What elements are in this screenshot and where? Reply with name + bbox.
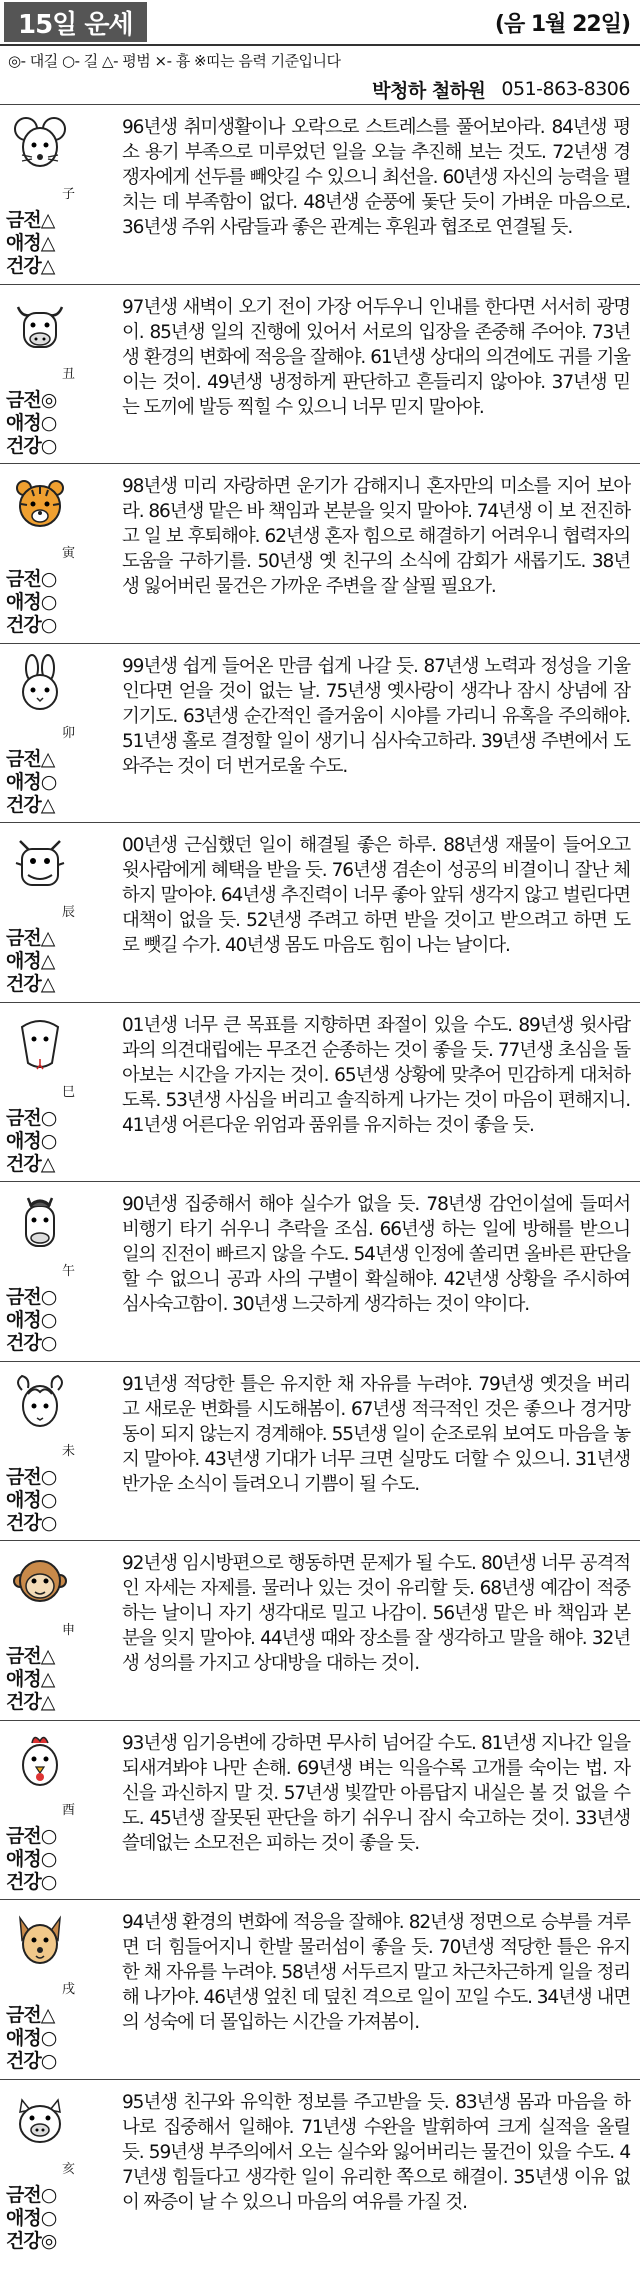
love-rating: 애정△: [6, 1668, 55, 1690]
zodiac-info: [0, 1721, 118, 1900]
health-rating: 건강○: [6, 1332, 57, 1354]
fortune-text: 94년생 환경의 변화에 적응을 잘해야. 82년생 정면으로 승부를 겨루면 더 힘들어지니 한발 물러섬이 좋을 듯. 70년생 적당한 틀은 유지한 채 자유를 누려야. 58년생 서두르지 말고 차근차근하게 일을 정리해 나가야. 46년생 엎친 데 덮친 격으로 일이 꼬일 수도. 34년생 내면의 성숙에 더 몰입하는 시간을 가져봄이.: [122, 1912, 630, 2033]
zodiac-info: [0, 1541, 118, 1720]
love-rating: 애정○: [6, 1129, 57, 1152]
love-rating: 애정○: [6, 2206, 57, 2229]
zodiac-info: [0, 285, 118, 464]
zodiac-character: 子: [62, 187, 76, 202]
zodiac-info: [0, 823, 118, 1002]
pig-icon: [12, 2090, 68, 2150]
love-rating: 애정△: [6, 232, 55, 254]
zodiac-row: [0, 1540, 640, 1720]
love-rating: 애정○: [6, 1488, 57, 1511]
health-rating: 건강△: [6, 1691, 55, 1713]
zodiac-character: 丑: [62, 366, 76, 382]
zodiac-character: 未: [62, 1443, 76, 1459]
health-rating: 건강△: [6, 793, 55, 816]
love-rating: 애정△: [6, 950, 55, 972]
money-rating: 금전△: [6, 2004, 55, 2026]
zodiac-row: [0, 2079, 640, 2259]
health-rating: 건강○: [6, 2050, 57, 2072]
fortune-text: 93년생 임기응변에 강하면 무사히 넘어갈 수도. 81년생 지나간 일을 되새겨봐야 나만 손해. 69년생 벼는 익을수록 고개를 숙이는 법. 자신을 과신하지 말 것. 57년생 빛깔만 아름답지 내실은 볼 것 없을 수도. 45년생 잘못된 판단을 하기 쉬우니 잠시 숙고하는 것이. 33년생 쓸데없는 소모전은 피하는 것이 좋을 듯.: [122, 1732, 630, 1854]
money-rating: 금전○: [6, 1106, 57, 1129]
fortune-text: 98년생 미리 자랑하면 운기가 감해지니 혼자만의 미소를 지어 보아라. 86년생 맡은 바 책임과 본분을 잊지 말아야. 74년생 이 보 전진하고 일 보 후퇴해야. 62년생 혼자 힘으로 해결하기 어려우니 협력자의 도움을 구하기를. 50년생 옛 친구의 소식에 감회가 새롭기도. 38년생 잃어버린 물건은 가까운 주변을 잘 살필 필요가.: [122, 476, 630, 597]
dragon-icon: [12, 833, 68, 893]
fortune-ratings: [6, 748, 56, 817]
rat-icon: [12, 115, 68, 175]
author-phone: 051-863-8306: [501, 78, 630, 100]
love-rating: 애정○: [6, 411, 57, 434]
money-rating: 금전△: [6, 927, 55, 949]
zodiac-row: [0, 104, 640, 284]
health-rating: 건강△: [6, 255, 55, 277]
love-rating: 애정○: [6, 770, 57, 793]
fortune-ratings: [6, 1645, 54, 1714]
zodiac-row: [0, 1181, 640, 1361]
fortune-ratings: [6, 1825, 56, 1894]
fortune-text: 92년생 임시방편으로 행동하면 문제가 될 수도. 80년생 너무 공격적인 자세는 자제를. 물러나 있는 것이 유리할 듯. 68년생 예감이 적중하는 날이니 자기 생각대로 밀고 나감이. 56년생 맡은 바 책임과 본분을 잊지 말아야. 44년생 때와 장소를 잘 생각하고 말을 해야. 32년생 성의를 가지고 상대방을 대하는 것이.: [122, 1553, 630, 1674]
health-rating: 건강○: [6, 1870, 57, 1893]
money-rating: 금전△: [6, 209, 55, 231]
zodiac-info: [0, 1900, 118, 2079]
fortune-text: 01년생 너무 큰 목표를 지향하면 좌절이 있을 수도. 89년생 윗사람과의 의견대립에는 무조건 순종하는 것이 좋을 듯. 77년생 초심을 돌아보는 시간을 가지는 것이. 65년생 상황에 맞추어 민감하게 대처하도록. 53년생 사심을 버리고 솔직하게 나가는 것이 마음이 편해지니. 41년생 어른다운 위엄과 품위를 유지하는 것이 좋을 듯.: [122, 1014, 630, 1136]
snake-icon: [12, 1013, 68, 1073]
author-line: [0, 74, 640, 104]
money-rating: 금전○: [6, 1824, 57, 1847]
fortune-text: 96년생 취미생활이나 오락으로 스트레스를 풀어보아라. 84년생 평소 용기 부족으로 미루었던 일을 오늘 추진해 보는 것도. 72년생 경쟁자에게 선두를 빼앗길 수 있으니 최선을. 60년생 자신의 능력을 펼치는 데 부족함이 없다. 48년생 순풍에 돛단 듯이 가벼운 마음으로. 36년생 주위 사람들과 좋은 관계는 후원과 협조로 연결될 듯.: [122, 117, 630, 238]
love-rating: 애정○: [6, 2027, 57, 2049]
health-rating: 건강△: [6, 973, 55, 995]
fortune-text: 00년생 근심했던 일이 해결될 좋은 하루. 88년생 재물이 들어오고 윗사람에게 혜택을 받을 듯. 76년생 겸손이 성공의 비결이니 잘난 체 하지 말아야. 64년생 추진력이 너무 좋아 앞뒤 생각지 않고 벌린다면 대책이 없을 듯. 52년생 주려고 하면 받을 것이고 받으려고 하면 도로 뺏길 수가. 40년생 몸도 마음도 힘이 나는 날이다.: [122, 835, 630, 956]
legend: ◎- 대길 ○- 길 △- 평범 ×- 흉 ※띠는 음력 기준입니다: [8, 51, 341, 70]
fortune-text: 91년생 적당한 틀은 유지한 채 자유를 누려야. 79년생 옛것을 버리고 새로운 변화를 시도해봄이. 67년생 적극적인 것은 좋으나 경거망동이 되지 않는지 경계해야. 55년생 일이 순조로워 보여도 마음을 놓지 말아야. 43년생 기대가 너무 크면 실망도 더할 수 있으니. 31년생 반가운 소식이 들려오니 기쁨이 될 수도.: [122, 1373, 630, 1495]
fortune-ratings: [6, 1466, 56, 1535]
zodiac-row: [0, 1720, 640, 1900]
monkey-icon: [12, 1551, 68, 1611]
author-name: 박청하 철하원: [372, 79, 486, 102]
money-rating: 금전○: [6, 568, 57, 590]
love-rating: 애정○: [6, 1847, 57, 1870]
zodiac-info: [0, 1362, 118, 1541]
money-rating: 금전○: [6, 2183, 57, 2206]
page-title: 15일 운세: [4, 2, 147, 42]
zodiac-row: [0, 284, 640, 464]
fortune-ratings: [6, 389, 56, 458]
zodiac-character: 寅: [62, 546, 76, 561]
lunar-date: (음 1월 22일): [494, 11, 630, 37]
zodiac-character: 卯: [62, 725, 76, 741]
health-rating: 건강○: [6, 614, 57, 636]
health-rating: 건강○: [6, 434, 57, 457]
dog-icon: [12, 1910, 68, 1970]
zodiac-info: [0, 1003, 118, 1182]
zodiac-character: 巳: [62, 1084, 76, 1100]
health-rating: 건강○: [6, 1511, 57, 1534]
sheep-icon: [12, 1372, 68, 1432]
zodiac-character: 戌: [62, 1982, 76, 1997]
zodiac-info: [0, 644, 118, 823]
money-rating: 금전△: [6, 747, 55, 770]
zodiac-row: [0, 1899, 640, 2079]
money-rating: 금전○: [6, 1465, 57, 1488]
zodiac-info: [0, 2080, 118, 2259]
ox-icon: [12, 295, 68, 355]
zodiac-row: [0, 463, 640, 643]
money-rating: 금전◎: [6, 388, 57, 411]
header: [0, 0, 640, 46]
money-rating: 금전○: [6, 1286, 57, 1308]
fortune-ratings: [6, 1107, 56, 1176]
fortune-text: 99년생 쉽게 들어온 만큼 쉽게 나갈 듯. 87년생 노력과 정성을 기울인다면 얻을 것이 없는 날. 75년생 옛사랑이 생각나 잠시 상념에 잠기기도. 63년생 순간적인 즐거움이 시야를 가리니 유혹을 주의해야. 51년생 홀로 결정할 일이 생기니 심사숙고하라. 39년생 주변에서 도와주는 것이 더 번거로울 수도.: [122, 655, 630, 777]
love-rating: 애정○: [6, 591, 57, 613]
zodiac-character: 辰: [62, 905, 76, 920]
zodiac-info: [0, 105, 118, 284]
rabbit-icon: [12, 654, 68, 714]
fortune-ratings: [6, 1286, 56, 1355]
fortune-ratings: [6, 2004, 56, 2073]
money-rating: 금전△: [6, 1645, 55, 1667]
horse-icon: [12, 1192, 68, 1252]
fortune-ratings: [6, 568, 56, 637]
zodiac-character: 申: [62, 1623, 76, 1638]
zodiac-character: 酉: [62, 1802, 76, 1818]
zodiac-list: [0, 104, 640, 2258]
love-rating: 애정○: [6, 1309, 57, 1331]
rooster-icon: [12, 1731, 68, 1791]
fortune-text: 90년생 집중해서 해야 실수가 없을 듯. 78년생 감언이설에 들떠서 비행기 타기 쉬우니 추락을 조심. 66년생 하는 일에 방해를 받으니 일의 진전이 빠르지 않을 수도. 54년생 인정에 쏠리면 올바른 판단을 할 수 없으니 공과 사의 구별이 확실해야. 42년생 상황을 주시하여 심사숙고함이. 30년생 느긋하게 생각하는 것이 약이다.: [122, 1194, 630, 1315]
zodiac-info: [0, 1182, 118, 1361]
zodiac-character: 午: [62, 1264, 76, 1279]
fortune-text: 95년생 친구와 유익한 정보를 주고받을 듯. 83년생 몸과 마음을 하나로 집중해서 일해야. 71년생 수완을 발휘하여 크게 실적을 올릴 듯. 59년생 부주의에서 오는 실수와 잃어버리는 물건이 있을 수도. 47년생 힘들다고 생각한 일이 유리한 쪽으로 해결이. 35년생 이유 없이 짜증이 날 수 있으니 마음의 여유를 가질 것.: [122, 2091, 630, 2213]
tiger-icon: [12, 474, 68, 534]
zodiac-row: [0, 643, 640, 823]
health-rating: 건강△: [6, 1152, 55, 1175]
fortune-text: 97년생 새벽이 오기 전이 가장 어두우니 인내를 한다면 서서히 광명이. 85년생 일의 진행에 있어서 서로의 입장을 존중해 주어야. 73년생 환경의 변화에 적응을 잘해야. 61년생 상대의 의견에도 귀를 기울이는 것이. 49년생 냉정하게 판단하고 흔들리지 않아야. 37년생 믿는 도끼에 발등 찍힐 수 있으니 너무 믿지 말아야.: [122, 296, 630, 418]
zodiac-row: [0, 822, 640, 1002]
health-rating: 건강◎: [6, 2229, 57, 2252]
zodiac-character: 亥: [62, 2161, 76, 2177]
zodiac-row: [0, 1002, 640, 1182]
zodiac-info: [0, 464, 118, 643]
fortune-ratings: [6, 2184, 56, 2253]
fortune-ratings: [6, 927, 54, 996]
zodiac-row: [0, 1361, 640, 1541]
fortune-ratings: [6, 209, 54, 278]
